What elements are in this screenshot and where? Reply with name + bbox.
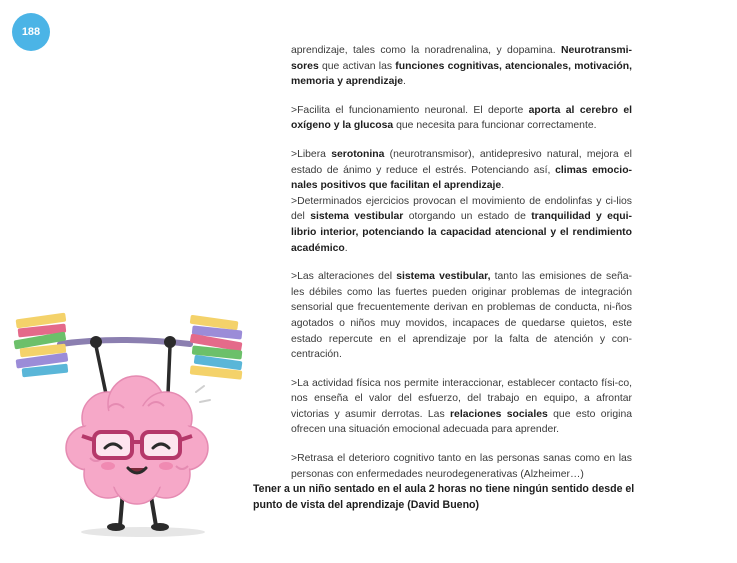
text-run: >Libera <box>291 148 332 160</box>
text-run: >Retrasa el deterioro cognitivo tanto en las personas sanas como en las personas con enfermedades neurodegenerativas (Alzheimer…) <box>291 453 632 480</box>
text-run: que necesita para funcionar correctamente. <box>393 120 597 132</box>
paragraph-6 <box>291 376 632 438</box>
text-run: . <box>403 76 406 88</box>
text-run: que activan las <box>318 60 396 72</box>
paragraph-5 <box>291 269 632 363</box>
text-run: serotonina <box>331 148 385 160</box>
text-run: funciones cognitivas, atencionales, motivación, memoria y aprendizaje <box>291 60 632 88</box>
text-run: (neurotransmisor), antidepresivo natural, mejora el estado de ánimo y reduce el estrés. Potenciando así, <box>291 148 632 176</box>
text-run: sistema vestibular <box>310 211 404 223</box>
text-run: tranquilidad y equi-librio interior, potenciando la capacidad atencional y el rendimiento académico <box>291 211 632 254</box>
text-run: que esto origina ofrecen una situación emocional adecuada para aprender. <box>291 408 633 436</box>
text-run: >La actividad física nos permite interaccionar, establecer contacto físi-co, nos enseña el valor del esfuerzo, del trabajo en equipo, a afrontar victorias y asumir derrotas. Las <box>291 377 632 420</box>
paragraph-3 <box>291 147 632 194</box>
text-run: climas emocio-nales positivos que facilitan el aprendizaje <box>291 164 632 192</box>
page-number: 188 <box>21 26 41 38</box>
paragraph-1 <box>291 43 632 90</box>
body-text <box>291 43 632 482</box>
text-run: aporta al cerebro el oxígeno y la glucosa <box>291 104 632 132</box>
text-run: . <box>501 180 505 192</box>
text-run: relaciones sociales <box>450 408 548 420</box>
brain-character-icon <box>8 308 254 543</box>
paragraph-4 <box>291 194 632 256</box>
text-run: Neurotransmi-sores <box>291 45 632 72</box>
page-number-badge <box>12 13 50 51</box>
text-run: aprendizaje, tales como la noradrenalina, y dopamina. <box>291 45 561 56</box>
text-run: . <box>344 242 348 254</box>
text-run: sistema vestibular, <box>396 271 491 283</box>
text-run: >Las alteraciones del <box>291 271 397 283</box>
book-stack-icon <box>14 313 69 378</box>
text-run: otorgando un estado de <box>403 211 532 223</box>
text-run: >Facilita el funcionamiento neuronal. El deporte <box>291 104 529 116</box>
book-stack-icon <box>190 315 243 380</box>
text-run: tanto las emisiones de seña-les débiles como las fuertes pueden originar problemas de integración sensorial que frecuentemente derivan en problemas de conducta, ni-ños agotados o niños muy movidos, incapaces de quedarse quietos, este estado repercute en el aprendizaje por la falta de atención y con-centración. <box>291 271 632 361</box>
paragraph-2 <box>291 103 632 134</box>
paragraph-7 <box>291 451 632 482</box>
quote: Tener a un niño sentado en el aula 2 horas no tiene ningún sentido desde el punto de vista del aprendizaje (David Bueno) <box>253 483 635 511</box>
text-run: >Determinados ejercicios provocan el movimiento de endolinfas y ci-lios del <box>291 195 632 223</box>
